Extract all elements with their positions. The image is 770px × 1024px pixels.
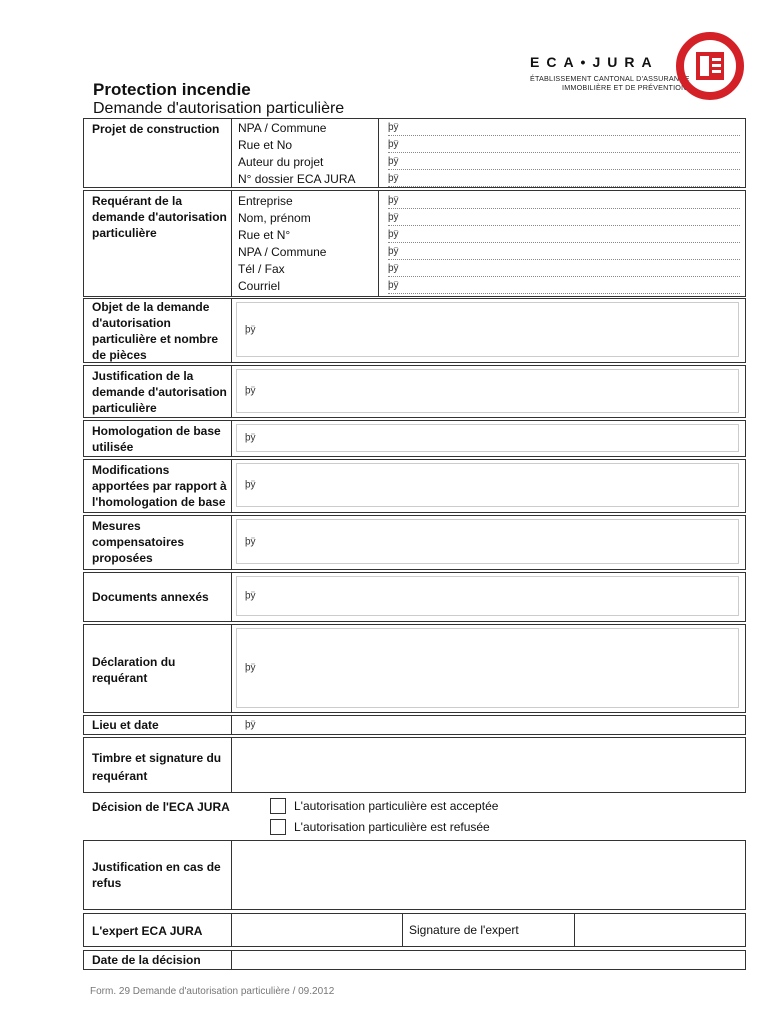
page-subtitle: Demande d'autorisation particulière <box>93 100 345 117</box>
requerant-field-label: Entreprise <box>238 194 293 208</box>
expert-name-input[interactable] <box>233 915 400 945</box>
page-title: Protection incendie <box>93 80 251 99</box>
auteur-projet-input[interactable]: þÿ <box>388 156 740 170</box>
lieu-date-input[interactable]: þÿ <box>236 717 739 733</box>
nom-prenom-input[interactable]: þÿ <box>388 212 740 226</box>
objet-input[interactable]: þÿ <box>236 302 739 357</box>
refus-label: Justification en cas de refus <box>92 860 221 890</box>
requerant-field-label: Nom, prénom <box>238 211 311 225</box>
logo-emblem-icon <box>674 30 746 102</box>
npa-commune-input[interactable]: þÿ <box>388 122 740 136</box>
timbre-label: Timbre et signature du requérant <box>92 751 222 783</box>
projet-field-label: Rue et No <box>238 138 293 152</box>
mesures-input[interactable]: þÿ <box>236 519 739 564</box>
tel-fax-input[interactable]: þÿ <box>388 263 740 277</box>
rue-input[interactable]: þÿ <box>388 229 740 243</box>
homologation-input[interactable]: þÿ <box>236 424 739 452</box>
homologation-label: Homologation de base utilisée <box>92 424 221 454</box>
expert-signature-input[interactable] <box>576 915 744 945</box>
modifications-label: Modifications apportées par rapport à l'homologation de base <box>92 463 227 509</box>
lieu-label: Lieu et date <box>92 718 159 732</box>
documents-label: Documents annexés <box>92 590 209 604</box>
date-decision-input[interactable] <box>233 952 744 968</box>
logo-brand: ECA•JURA <box>530 54 659 70</box>
accepted-label: L'autorisation particulière est acceptée <box>294 799 499 813</box>
projet-field-label: Auteur du projet <box>238 155 324 169</box>
accepted-checkbox[interactable] <box>270 798 286 814</box>
npa-input[interactable]: þÿ <box>388 246 740 260</box>
dossier-eca-input[interactable]: þÿ <box>388 173 740 187</box>
requerant-field-label: NPA / Commune <box>238 245 327 259</box>
mesures-label: Mesures compensatoires proposées <box>92 519 185 565</box>
requerant-field-label: Rue et N° <box>238 228 291 242</box>
logo-subtitle: ÉTABLISSEMENT CANTONAL D'ASSURANCE IMMOBILIÈRE ET DE PRÉVENTION <box>530 74 690 92</box>
refused-label: L'autorisation particulière est refusée <box>294 820 490 834</box>
expert-signature-label: Signature de l'expert <box>409 923 519 937</box>
projet-label: Projet de construction <box>92 122 220 136</box>
entreprise-input[interactable]: þÿ <box>388 195 740 209</box>
declaration-input[interactable]: þÿ <box>236 628 739 708</box>
signature-area[interactable] <box>236 741 739 789</box>
objet-label: Objet de la demande d'autorisation particulière et nombre de pièces <box>92 300 219 362</box>
projet-field-label: N° dossier ECA JURA <box>238 172 356 186</box>
courriel-input[interactable]: þÿ <box>388 280 740 294</box>
modifications-input[interactable]: þÿ <box>236 463 739 507</box>
documents-input[interactable]: þÿ <box>236 576 739 616</box>
projet-field-label: NPA / Commune <box>238 121 327 135</box>
expert-label: L'expert ECA JURA <box>92 924 203 938</box>
eca-jura-logo <box>526 30 746 100</box>
refused-checkbox[interactable] <box>270 819 286 835</box>
declaration-label: Déclaration du requérant <box>92 655 176 685</box>
rue-no-input[interactable]: þÿ <box>388 139 740 153</box>
justification-input[interactable]: þÿ <box>236 369 739 413</box>
requerant-label: Requérant de la demande d'autorisation particulière <box>92 194 227 240</box>
decision-label: Décision de l'ECA JURA <box>92 800 230 814</box>
requerant-field-label: Courriel <box>238 279 281 293</box>
refus-input[interactable] <box>236 844 739 906</box>
requerant-field-label: Tél / Fax <box>238 262 285 276</box>
date-decision-label: Date de la décision <box>92 953 201 967</box>
justification-label: Justification de la demande d'autorisation particulière <box>92 369 227 415</box>
form-footer: Form. 29 Demande d'autorisation particulière / 09.2012 <box>90 986 335 997</box>
